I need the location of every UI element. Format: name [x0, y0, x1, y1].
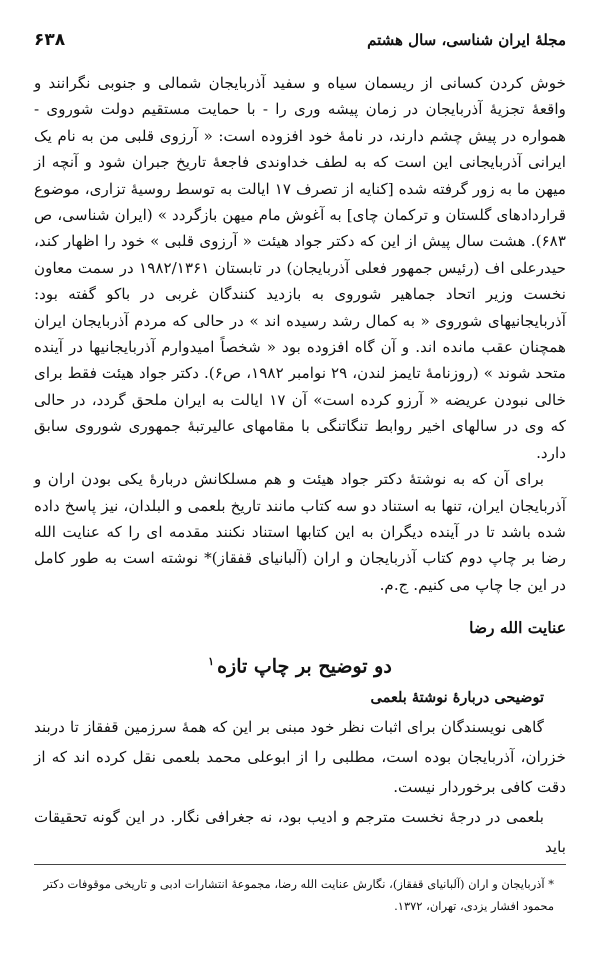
intro-text: [34, 70, 566, 598]
running-title: مجلهٔ ایران شناسی، سال هشتم: [367, 31, 566, 49]
article-text: [34, 712, 566, 862]
article-author: عنایت الله رضا: [469, 618, 566, 638]
footnote-line-1: * آذربایجان و اران (آلبانیای قفقاز)، نگارش عنایت الله رضا، مجموعهٔ انتشارات ادبی و تاریخی موقوفات دکتر: [43, 877, 554, 892]
title-footnote-marker: ۱: [208, 655, 215, 669]
article-paragraph-1: گاهی نویسندگان برای اثبات نظر خود مبنی بر این که همهٔ سرزمین قفقاز تا دربند خزران، آذربایجان بوده است، مطلبی را از ابوعلی محمد بلعمی نقل کرده اند که از دقت کافی برخوردار نیست.: [34, 718, 566, 797]
footnote-line-2: محمود افشار یزدی، تهران، ۱۳۷۲.: [394, 899, 554, 914]
article-paragraph-2: بلعمی در درجهٔ نخست مترجم و ادیب بود، نه جغرافی نگار. در این گونه تحقیقات باید: [34, 808, 566, 857]
intro-paragraph-1: خوش کردن کسانی از ریسمان سیاه و سفید آذربایجان شمالی و جنوبی نگرانند و واقعهٔ تجزیهٔ آذربایجان در زمان پیشه وری را - با حمایت مستقیم دولت شوروی - همواره در پیش چشم دارند، در نامهٔ خود افزوده است: « آرزوی قلبی من به نام یک ایرانی آذربایجانی این است که به لطف خداوندی فاجعهٔ تاریخ جبران شود و آنچه از میهن ما به زور گرفته شده [کنایه از تصرف ۱۷ ایالت به توسط روسیهٔ تزاری، موضوع قراردادهای گلستان و ترکمان چای] به آغوش مام میهن بازگردد » (ایران شناسی، ص ۶۸۳). هشت سال پیش از این که دکتر جواد هیئت « آرزوی قلبی » خود را اظهار کند، حیدرعلی اف (رئیس جمهور فعلی آذربایجان) در تابستان ۱۹۸۲/۱۳۶۱ در سمت معاون نخست وزیر اتحاد جماهیر شوروی به بازدید کنندگان غربی در باکو گفته بود: آذربایجانیهای شوروی « به کمال رشد رسیده اند » در حالی که مردم آذربایجان ایران همچنان عقب مانده اند. و آن گاه افزوده بود « شخصاً امیدوارم آذربایجانیها در آینده متحد شوند » (روزنامهٔ تایمز لندن، ۲۹ نوامبر ۱۹۸۲، ص۶). دکتر جواد هیئت فقط برای خالی نبودن عریضه « آرزو کرده است» آن ۱۷ ایالت به ایران ملحق گردد، در حالی که وی در سالهای اخیر روابط تنگاتنگی با مقامهای عالیرتبهٔ جمهوری شوروی سابق دارد.: [34, 74, 566, 462]
footnote-divider: [34, 864, 566, 865]
article-title: دو توضیح بر چاپ تازه: [217, 655, 392, 678]
section-heading: توضیحی دربارهٔ نوشتهٔ بلعمی: [370, 689, 544, 707]
page-header: [34, 30, 566, 54]
article-title-block: [34, 655, 566, 677]
footnote: [34, 873, 566, 917]
intro-paragraph-2: برای آن که به نوشتهٔ دکتر جواد هیئت و هم مسلکانش دربارهٔ یکی بودن اران و آذربایجان ایران، تنها به استناد دو سه کتاب مانند تاریخ بلعمی و البلدان، نیز پاسخ داده شده باشد تا در آینده دیگران به این کتابها استناد نکنند مقدمه ای را که عنایت الله رضا بر چاپ دوم کتاب آذربایجان و اران (آلبانیای قفقاز)* نوشته است به طور کامل در این جا چاپ می کنیم. ج.م.: [34, 470, 566, 594]
page-number: ۶۳۸: [34, 30, 66, 50]
